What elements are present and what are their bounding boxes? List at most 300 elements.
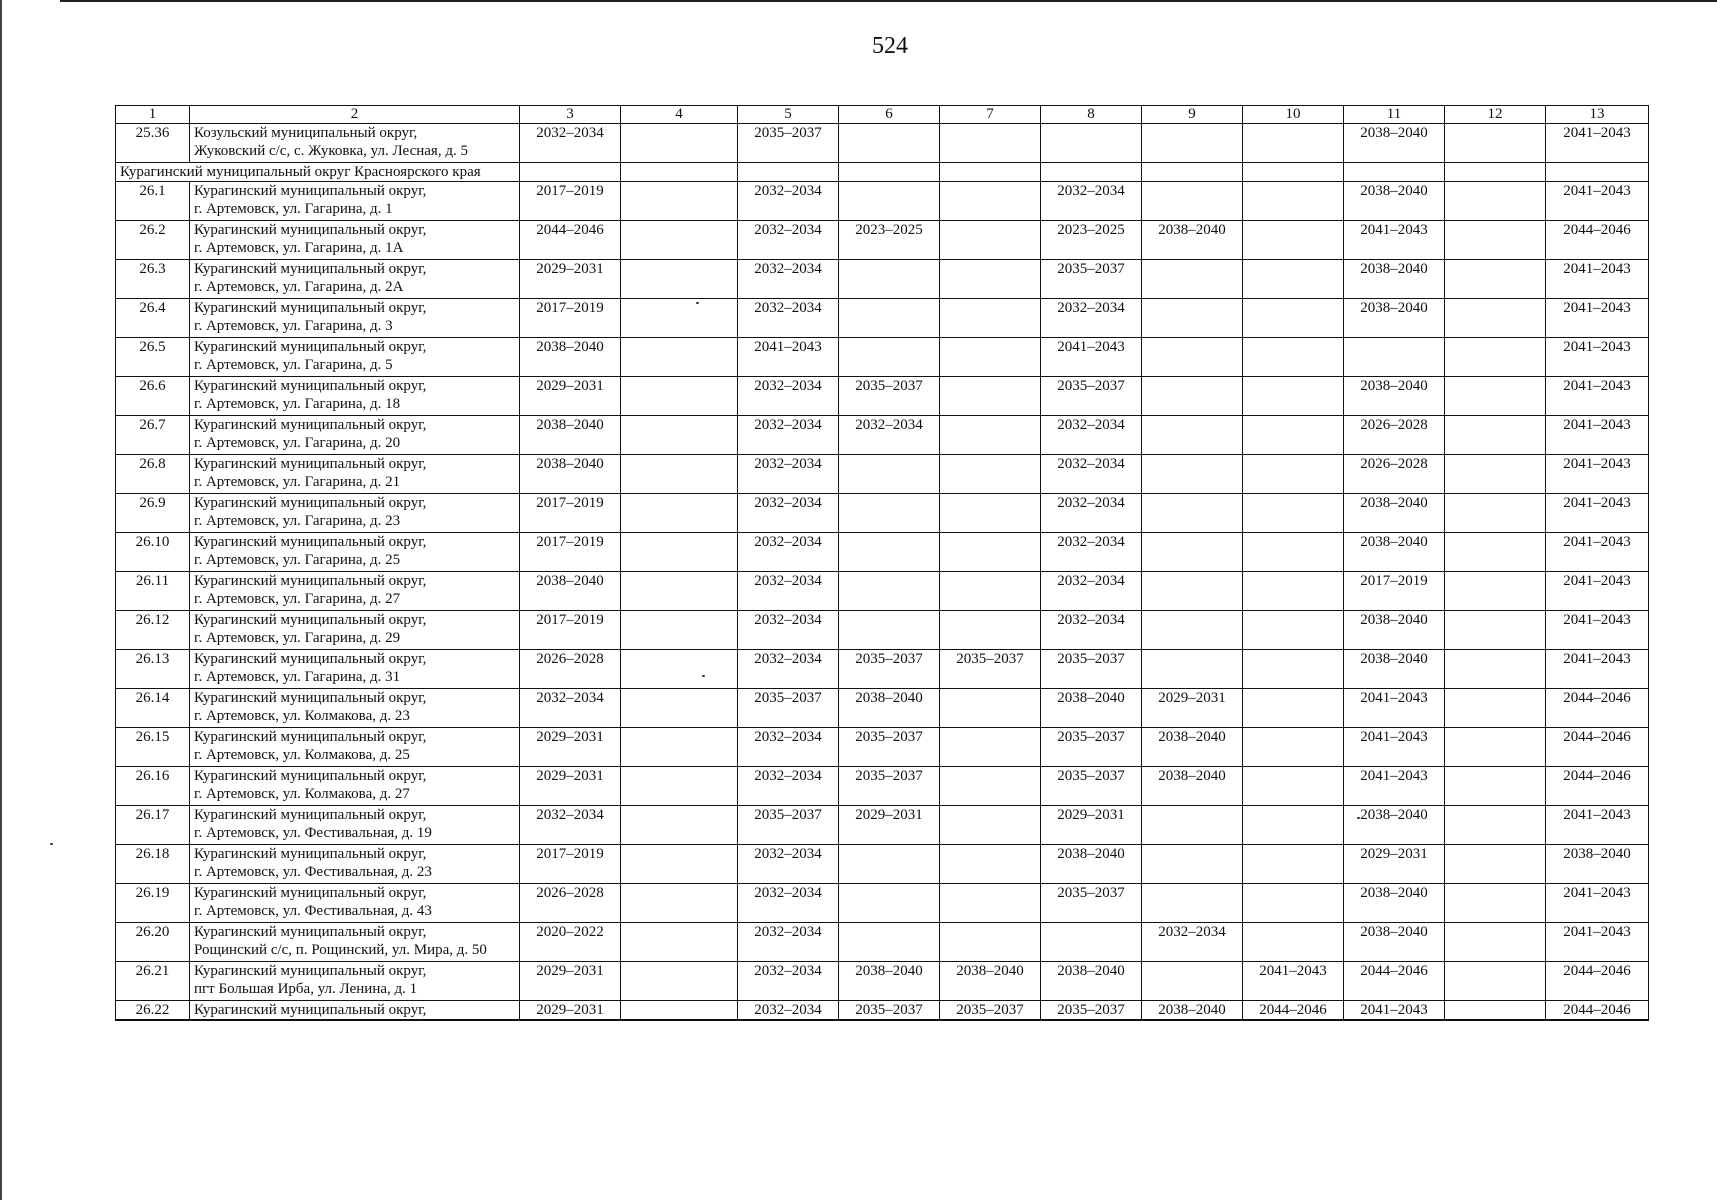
period-cell-col-7 [940, 767, 1041, 806]
period-cell-col-3: 2029–2031 [520, 1001, 621, 1021]
period-cell-col-9 [1142, 611, 1243, 650]
empty-cell [1041, 163, 1142, 182]
period-cell-col-11: 2038–2040 [1344, 923, 1445, 962]
period-cell-col-4 [621, 689, 738, 728]
period-cell-col-12 [1445, 455, 1546, 494]
period-cell-col-12 [1445, 923, 1546, 962]
address-line: г. Артемовск, ул. Гагарина, д. 1 [194, 201, 393, 217]
address-line: Курагинский муниципальный округ, [194, 651, 427, 667]
address-cell [190, 455, 520, 494]
column-number-13: 13 [1546, 106, 1649, 124]
period-cell-col-6 [839, 299, 940, 338]
address-cell [190, 221, 520, 260]
period-cell-col-7: 2038–2040 [940, 962, 1041, 1001]
table-row [116, 728, 1649, 767]
address-line: г. Артемовск, ул. Гагарина, д. 25 [194, 552, 401, 568]
period-cell-col-5: 2032–2034 [738, 962, 839, 1001]
period-cell-col-8 [1041, 124, 1142, 163]
address-line: Жуковский с/с, с. Жуковка, ул. Лесная, д. 5 [194, 143, 468, 159]
column-number-10: 10 [1243, 106, 1344, 124]
column-number-12: 12 [1445, 106, 1546, 124]
period-cell-col-11: 2038–2040 [1344, 299, 1445, 338]
period-cell-col-4 [621, 806, 738, 845]
address-line: Курагинский муниципальный округ, [194, 612, 427, 628]
table-row [116, 494, 1649, 533]
empty-cell [940, 163, 1041, 182]
period-cell-col-10 [1243, 884, 1344, 923]
period-cell-col-9 [1142, 124, 1243, 163]
section-title: Курагинский муниципальный округ Красноярского края [116, 163, 520, 182]
address-line: Козульский муниципальный округ, [194, 125, 418, 141]
period-cell-col-5: 2032–2034 [738, 416, 839, 455]
period-cell-col-3: 2032–2034 [520, 806, 621, 845]
column-number-5: 5 [738, 106, 839, 124]
period-cell-col-8: 2032–2034 [1041, 299, 1142, 338]
period-cell-col-11: 2038–2040 [1344, 182, 1445, 221]
table-row [116, 260, 1649, 299]
period-cell-col-13: 2041–2043 [1546, 650, 1649, 689]
period-cell-col-11: 2038–2040 [1344, 124, 1445, 163]
address-line: г. Артемовск, ул. Гагарина, д. 3 [194, 318, 393, 334]
column-number-8: 8 [1041, 106, 1142, 124]
period-cell-col-4 [621, 572, 738, 611]
period-cell-col-6 [839, 884, 940, 923]
scan-top-edge [60, 0, 1717, 2]
address-cell [190, 416, 520, 455]
table-row [116, 338, 1649, 377]
period-cell-col-8: 2032–2034 [1041, 455, 1142, 494]
period-cell-col-7 [940, 260, 1041, 299]
table-body [116, 106, 1649, 1021]
period-cell-col-8: 2032–2034 [1041, 416, 1142, 455]
period-cell-col-6: 2035–2037 [839, 650, 940, 689]
period-cell-col-10 [1243, 299, 1344, 338]
period-cell-col-12 [1445, 416, 1546, 455]
address-cell [190, 962, 520, 1001]
period-cell-col-4 [621, 767, 738, 806]
empty-cell [520, 163, 621, 182]
period-cell-col-8 [1041, 923, 1142, 962]
period-cell-col-11: 2041–2043 [1344, 689, 1445, 728]
period-cell-col-8: 2032–2034 [1041, 494, 1142, 533]
period-cell-col-12 [1445, 533, 1546, 572]
address-line: г. Артемовск, ул. Гагарина, д. 23 [194, 513, 401, 529]
period-cell-col-12 [1445, 124, 1546, 163]
period-cell-col-10: 2044–2046 [1243, 1001, 1344, 1021]
period-cell-col-5: 2035–2037 [738, 124, 839, 163]
period-cell-col-9 [1142, 494, 1243, 533]
period-cell-col-6: 2032–2034 [839, 416, 940, 455]
period-cell-col-5: 2035–2037 [738, 806, 839, 845]
period-cell-col-9: 2038–2040 [1142, 221, 1243, 260]
period-cell-col-10 [1243, 494, 1344, 533]
period-cell-col-10 [1243, 728, 1344, 767]
row-number: 26.10 [116, 533, 190, 572]
period-cell-col-7 [940, 182, 1041, 221]
period-cell-col-7 [940, 416, 1041, 455]
period-cell-col-6: 2035–2037 [839, 728, 940, 767]
address-line: Курагинский муниципальный округ, [194, 846, 427, 862]
row-number: 26.14 [116, 689, 190, 728]
period-cell-col-13: 2041–2043 [1546, 124, 1649, 163]
period-cell-col-3: 2017–2019 [520, 845, 621, 884]
address-cell [190, 338, 520, 377]
address-cell [190, 728, 520, 767]
table-row [116, 572, 1649, 611]
period-cell-col-3: 2017–2019 [520, 299, 621, 338]
address-line: Курагинский муниципальный округ, [194, 495, 427, 511]
table-row [116, 221, 1649, 260]
period-cell-col-9 [1142, 455, 1243, 494]
period-cell-col-4 [621, 299, 738, 338]
table-row [116, 611, 1649, 650]
period-cell-col-10 [1243, 689, 1344, 728]
header-row [116, 106, 1649, 124]
address-line: Курагинский муниципальный округ, [194, 729, 427, 745]
address-line: Курагинский муниципальный округ, [194, 924, 427, 940]
column-number-4: 4 [621, 106, 738, 124]
row-number: 26.8 [116, 455, 190, 494]
period-cell-col-4 [621, 260, 738, 299]
row-number: 26.16 [116, 767, 190, 806]
period-cell-col-4 [621, 494, 738, 533]
address-line: г. Артемовск, ул. Фестивальная, д. 23 [194, 864, 432, 880]
period-cell-col-12 [1445, 299, 1546, 338]
address-line: г. Артемовск, ул. Гагарина, д. 27 [194, 591, 401, 607]
period-cell-col-8: 2035–2037 [1041, 884, 1142, 923]
table-row [116, 650, 1649, 689]
address-line: Курагинский муниципальный округ, [194, 534, 427, 550]
period-cell-col-8: 2035–2037 [1041, 650, 1142, 689]
period-cell-col-11: 2038–2040 [1344, 260, 1445, 299]
period-cell-col-10 [1243, 221, 1344, 260]
period-cell-col-6 [839, 260, 940, 299]
period-cell-col-8: 2038–2040 [1041, 689, 1142, 728]
period-cell-col-5: 2032–2034 [738, 494, 839, 533]
period-cell-col-12 [1445, 962, 1546, 1001]
address-line: Курагинский муниципальный округ, [194, 885, 427, 901]
period-cell-col-12 [1445, 767, 1546, 806]
address-line: Курагинский муниципальный округ, [194, 183, 427, 199]
column-number-1: 1 [116, 106, 190, 124]
period-cell-col-3: 2026–2028 [520, 884, 621, 923]
period-cell-col-10 [1243, 611, 1344, 650]
period-cell-col-13: 2041–2043 [1546, 338, 1649, 377]
period-cell-col-4 [621, 455, 738, 494]
period-cell-col-9: 2029–2031 [1142, 689, 1243, 728]
row-number: 26.2 [116, 221, 190, 260]
period-cell-col-8: 2041–2043 [1041, 338, 1142, 377]
period-cell-col-5: 2032–2034 [738, 260, 839, 299]
period-cell-col-4 [621, 962, 738, 1001]
address-cell [190, 377, 520, 416]
column-number-2: 2 [190, 106, 520, 124]
period-cell-col-4 [621, 884, 738, 923]
period-cell-col-6 [839, 124, 940, 163]
period-cell-col-13: 2044–2046 [1546, 728, 1649, 767]
period-cell-col-7 [940, 338, 1041, 377]
period-cell-col-10 [1243, 182, 1344, 221]
period-cell-col-4 [621, 221, 738, 260]
table-row [116, 767, 1649, 806]
table-row [116, 299, 1649, 338]
period-cell-col-7: 2035–2037 [940, 1001, 1041, 1021]
period-cell-col-13: 2041–2043 [1546, 377, 1649, 416]
period-cell-col-5: 2032–2034 [738, 650, 839, 689]
period-cell-col-12 [1445, 650, 1546, 689]
address-line: г. Артемовск, ул. Гагарина, д. 20 [194, 435, 401, 451]
period-cell-col-9 [1142, 572, 1243, 611]
address-line: Курагинский муниципальный округ, [194, 573, 427, 589]
column-number-9: 9 [1142, 106, 1243, 124]
address-line: Курагинский муниципальный округ, [194, 963, 427, 979]
address-cell [190, 767, 520, 806]
address-cell [190, 182, 520, 221]
period-cell-col-5: 2032–2034 [738, 845, 839, 884]
row-number: 26.21 [116, 962, 190, 1001]
period-cell-col-13: 2044–2046 [1546, 689, 1649, 728]
row-number: 26.1 [116, 182, 190, 221]
address-line: пгт Большая Ирба, ул. Ленина, д. 1 [194, 981, 418, 997]
column-number-7: 7 [940, 106, 1041, 124]
period-cell-col-9 [1142, 884, 1243, 923]
scan-speck [50, 843, 53, 845]
period-cell-col-13: 2044–2046 [1546, 1001, 1649, 1021]
period-cell-col-7 [940, 377, 1041, 416]
period-cell-col-10 [1243, 416, 1344, 455]
table-row [116, 845, 1649, 884]
period-cell-col-11: 2026–2028 [1344, 455, 1445, 494]
row-number: 26.3 [116, 260, 190, 299]
address-line: Курагинский муниципальный округ, [194, 417, 427, 433]
period-cell-col-10 [1243, 845, 1344, 884]
period-cell-col-4 [621, 338, 738, 377]
period-cell-col-11: 2044–2046 [1344, 962, 1445, 1001]
period-cell-col-5: 2032–2034 [738, 923, 839, 962]
address-cell [190, 923, 520, 962]
period-cell-col-8: 2035–2037 [1041, 767, 1142, 806]
period-cell-col-12 [1445, 806, 1546, 845]
row-number: 26.6 [116, 377, 190, 416]
period-cell-col-10 [1243, 377, 1344, 416]
period-cell-col-5: 2032–2034 [738, 299, 839, 338]
period-cell-col-3: 2020–2022 [520, 923, 621, 962]
period-cell-col-5: 2032–2034 [738, 221, 839, 260]
address-line: Курагинский муниципальный округ, [194, 378, 427, 394]
table-row [116, 182, 1649, 221]
period-cell-col-13: 2041–2043 [1546, 611, 1649, 650]
section-row [116, 163, 1649, 182]
address-line: Курагинский муниципальный округ, [194, 1002, 427, 1018]
address-line: Курагинский муниципальный округ, [194, 768, 427, 784]
row-number: 26.17 [116, 806, 190, 845]
period-cell-col-8: 2023–2025 [1041, 221, 1142, 260]
period-cell-col-8: 2032–2034 [1041, 611, 1142, 650]
period-cell-col-3: 2029–2031 [520, 377, 621, 416]
empty-cell [1243, 163, 1344, 182]
period-cell-col-4 [621, 416, 738, 455]
period-cell-col-11: 2038–2040 [1344, 806, 1445, 845]
period-cell-col-13: 2041–2043 [1546, 884, 1649, 923]
row-number: 26.9 [116, 494, 190, 533]
period-cell-col-5: 2041–2043 [738, 338, 839, 377]
address-cell [190, 806, 520, 845]
address-line: Курагинский муниципальный округ, [194, 300, 427, 316]
period-cell-col-6 [839, 845, 940, 884]
address-line: г. Артемовск, ул. Фестивальная, д. 43 [194, 903, 432, 919]
address-line: г. Артемовск, ул. Гагарина, д. 31 [194, 669, 401, 685]
period-cell-col-9 [1142, 533, 1243, 572]
period-cell-col-7 [940, 455, 1041, 494]
period-cell-col-3: 2044–2046 [520, 221, 621, 260]
empty-cell [839, 163, 940, 182]
period-cell-col-12 [1445, 884, 1546, 923]
period-cell-col-13: 2041–2043 [1546, 455, 1649, 494]
period-cell-col-9 [1142, 299, 1243, 338]
period-cell-col-10 [1243, 338, 1344, 377]
period-cell-col-6 [839, 572, 940, 611]
period-cell-col-7 [940, 572, 1041, 611]
period-cell-col-6: 2038–2040 [839, 689, 940, 728]
address-line: Курагинский муниципальный округ, [194, 339, 427, 355]
address-line: Рощинский с/с, п. Рощинский, ул. Мира, д. 50 [194, 942, 487, 958]
period-cell-col-12 [1445, 728, 1546, 767]
period-cell-col-9 [1142, 377, 1243, 416]
period-cell-col-9 [1142, 806, 1243, 845]
table-row [116, 455, 1649, 494]
period-cell-col-8: 2032–2034 [1041, 182, 1142, 221]
period-cell-col-5: 2032–2034 [738, 884, 839, 923]
period-cell-col-3: 2038–2040 [520, 572, 621, 611]
period-cell-col-7 [940, 533, 1041, 572]
period-cell-col-6: 2029–2031 [839, 806, 940, 845]
schedule-table [115, 105, 1649, 1021]
period-cell-col-5: 2035–2037 [738, 689, 839, 728]
address-cell [190, 572, 520, 611]
period-cell-col-11: 2017–2019 [1344, 572, 1445, 611]
period-cell-col-7 [940, 611, 1041, 650]
period-cell-col-10 [1243, 650, 1344, 689]
table-row [116, 923, 1649, 962]
period-cell-col-6 [839, 338, 940, 377]
period-cell-col-12 [1445, 338, 1546, 377]
period-cell-col-4 [621, 377, 738, 416]
period-cell-col-8: 2035–2037 [1041, 260, 1142, 299]
address-line: г. Артемовск, ул. Гагарина, д. 21 [194, 474, 401, 490]
period-cell-col-12 [1445, 689, 1546, 728]
period-cell-col-10 [1243, 806, 1344, 845]
scan-left-edge [0, 0, 2, 1200]
period-cell-col-6: 2035–2037 [839, 377, 940, 416]
address-line: Курагинский муниципальный округ, [194, 807, 427, 823]
address-line: Курагинский муниципальный округ, [194, 456, 427, 472]
period-cell-col-8: 2035–2037 [1041, 728, 1142, 767]
row-number: 26.7 [116, 416, 190, 455]
period-cell-col-6: 2035–2037 [839, 1001, 940, 1021]
period-cell-col-7 [940, 806, 1041, 845]
period-cell-col-13: 2041–2043 [1546, 182, 1649, 221]
period-cell-col-4 [621, 728, 738, 767]
period-cell-col-9 [1142, 416, 1243, 455]
period-cell-col-10 [1243, 124, 1344, 163]
period-cell-col-5: 2032–2034 [738, 1001, 839, 1021]
period-cell-col-8: 2029–2031 [1041, 806, 1142, 845]
address-line: г. Артемовск, ул. Гагарина, д. 2А [194, 279, 404, 295]
period-cell-col-5: 2032–2034 [738, 533, 839, 572]
period-cell-col-12 [1445, 845, 1546, 884]
period-cell-col-3: 2029–2031 [520, 962, 621, 1001]
period-cell-col-11 [1344, 338, 1445, 377]
period-cell-col-6 [839, 923, 940, 962]
period-cell-col-9: 2032–2034 [1142, 923, 1243, 962]
period-cell-col-3: 2029–2031 [520, 728, 621, 767]
address-line: г. Артемовск, ул. Колмакова, д. 25 [194, 747, 410, 763]
period-cell-col-3: 2038–2040 [520, 455, 621, 494]
period-cell-col-13: 2044–2046 [1546, 221, 1649, 260]
period-cell-col-12 [1445, 260, 1546, 299]
address-cell [190, 260, 520, 299]
period-cell-col-9: 2038–2040 [1142, 728, 1243, 767]
row-number: 26.15 [116, 728, 190, 767]
address-line: г. Артемовск, ул. Гагарина, д. 18 [194, 396, 401, 412]
period-cell-col-3: 2029–2031 [520, 260, 621, 299]
period-cell-col-3: 2032–2034 [520, 689, 621, 728]
page-number: 524 [872, 33, 908, 59]
period-cell-col-11: 2038–2040 [1344, 377, 1445, 416]
period-cell-col-9 [1142, 338, 1243, 377]
period-cell-col-13: 2041–2043 [1546, 494, 1649, 533]
period-cell-col-8: 2035–2037 [1041, 377, 1142, 416]
period-cell-col-4 [621, 533, 738, 572]
period-cell-col-7 [940, 845, 1041, 884]
row-number: 26.18 [116, 845, 190, 884]
period-cell-col-5: 2032–2034 [738, 455, 839, 494]
table-row [116, 884, 1649, 923]
period-cell-col-13: 2041–2043 [1546, 299, 1649, 338]
address-line: г. Артемовск, ул. Гагарина, д. 5 [194, 357, 393, 373]
address-line: г. Артемовск, ул. Гагарина, д. 1А [194, 240, 404, 256]
period-cell-col-13: 2041–2043 [1546, 572, 1649, 611]
period-cell-col-4 [621, 1001, 738, 1021]
period-cell-col-13: 2044–2046 [1546, 962, 1649, 1001]
period-cell-col-7 [940, 124, 1041, 163]
period-cell-col-3: 2017–2019 [520, 533, 621, 572]
period-cell-col-4 [621, 182, 738, 221]
table-row [116, 1001, 1649, 1021]
period-cell-col-6: 2035–2037 [839, 767, 940, 806]
period-cell-col-6 [839, 533, 940, 572]
period-cell-col-3: 2017–2019 [520, 182, 621, 221]
period-cell-col-13: 2041–2043 [1546, 806, 1649, 845]
row-number: 26.22 [116, 1001, 190, 1021]
period-cell-col-12 [1445, 494, 1546, 533]
period-cell-col-7 [940, 494, 1041, 533]
period-cell-col-4 [621, 611, 738, 650]
period-cell-col-7: 2035–2037 [940, 650, 1041, 689]
period-cell-col-9 [1142, 962, 1243, 1001]
period-cell-col-6 [839, 455, 940, 494]
empty-cell [1546, 163, 1649, 182]
address-cell [190, 884, 520, 923]
table-row [116, 416, 1649, 455]
empty-cell [1142, 163, 1243, 182]
address-cell [190, 650, 520, 689]
address-line: Курагинский муниципальный округ, [194, 261, 427, 277]
address-cell [190, 299, 520, 338]
period-cell-col-3: 2026–2028 [520, 650, 621, 689]
period-cell-col-8: 2035–2037 [1041, 1001, 1142, 1021]
address-cell [190, 689, 520, 728]
